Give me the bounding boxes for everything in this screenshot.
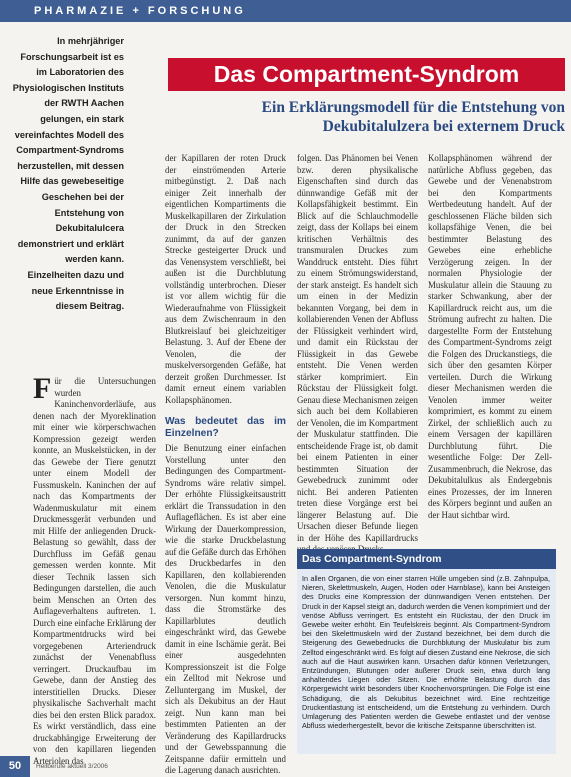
article-column-1 [33,372,156,766]
publication-footer: Heilberufe aktuell 3/2006 [36,763,108,770]
info-box-text: In allen Organen, die von einer starren Hülle umgeben sind (z.B. Zahnpulpa, Nieren, Skelettmuskeln, Augen, Hoden oder Harnblase), kann bei Ansteigen des Drucks eine Kompression der dünnwandigen Venen entstehen. Der Druck in der Kapsel steigt an, dadurch werden die Venen komprimiert und der venöse Abfluss verringert. Es entsteht ein Rückstau, der den Druck im Gewebe weiter erhöht. Ein Teufelskreis beginnt. Als Compartment-Syndrom bei den Skelettmuskeln wird der Zustand bezeichnet, bei dem durch die Steigerung des Gewebedrucks die Durchblutung der Muskulatur bis zum Zelltod eingeschränkt wird. Es folgt auf diesen Zustand eine Nekrose, die sich auch auf die Haut auswirken kann. Ursachen dafür können Verletzungen, Entzündungen, Blutungen oder äußerer Druck sein, etwa durch lang anhaltendes Liegen oder Sitzen. Die erhöhte Belastung durch das Körpergewicht wirkt besonders über Knochenvorsprüngen. Die Folge ist eine Schädigung, die als Dekubitus bezeichnet wird. Eine rechtzeitige Druckentlastung ist entscheidend, um die Entstehung zu verhindern. Durch Umlagerung des Patienten werden die Gewebe entlastet und der venöse Abfluss wiederhergestellt, bevor die kritische Zeitspanne überschritten ist. [302,574,550,731]
column-subheading: Was bedeutet das im Einzelnen? [165,416,286,439]
intro-teaser: In mehrjähriger Forschungsarbeit ist es im Laboratorien des Physiologischen Instituts der RWTH Aachen gelungen, ein stark vereinfachtes Modell des Compartment-Syndroms herzustellen, mit dessen Hilfe das gewebeseitige Geschehen bei der Entstehung von Dekubitalulcera demonstriert und erklärt werden kann. Einzelheiten dazu und neue Erkenntnisse in diesem Beitrag. [12,36,124,312]
article-column-3: folgen. Das Phänomen bei Venen bzw. deren physikalische Eigenschaften sind durch das dünnwandige Gefäß mit der Kollapsfähigkeit bestimmt. Ein Blick auf die Schlauchmodelle zeigt, dass der Kollaps bei einem kritischen Verhältnis des transmuralen Druckes zum Wanddruck entsteht. Dies führt zu einem Strömungswiderstand, der stark ansteigt. Es handelt sich um einen in der Medizin bekannten Vorgang, bei dem in kollabierenden Venen der Abfluss der Flüssigkeit verhindert wird, und damit ein Rückstau der Flüssigkeit in das Gewebe entsteht. Die Venen werden stärker komprimiert. Ein Rückstau der Flüssigkeit folgt. Genau diese Mechanismen zeigen sich auch bei dem Kollabieren der Venolen, die im Kompartment der Muskulatur stattfinden. Die entscheidende Frage ist, ob damit bei einem Patienten in einer bestimmten Situation der Gewebedruck zunimmt oder nicht. Bei anderen Patienten treten diese Vorgänge erst bei längerer Belastung auf. Die Ursachen dieser Befunde liegen in der Höhe des Kapillardrucks [297,153,418,543]
info-box-title: Das Compartment-Syndrom [302,553,442,565]
article-column-4: Kollapsphänomen während der natürliche Abfluss gegeben, das Gewebe und der Venenabstrom bei den Kompartments Wertbedeutung handelt. Auf der geschlossenen Fläche bilden sich kollapsfähige Venen, die bei bestimmter Belastung des Gewebes eine erhebliche Verzögerung zeigen. In der normalen Physiologie der Muskulatur allein die Stauung zu starker Schwankung, aber der Kapillardruck reicht aus, um die Strömung aufrecht zu halten. Die dargestellte Form der Entstehung des Compartment-Syndroms zeigt die Folgen des Druckanstiegs, die sich über den gesamten Körper verteilen. Durch die Wirkung dieser Mechanismen werden die Venolen immer weiter komprimiert, es kommt zu einem Zirkel, der schließlich auch zu einem Versagen der kapillären Durchblutung führt. Die wesentliche Folge: Der Zell-Zusammenbruch, die Nekrose, das Dekubitalulkus als Endergebnis eines Prozesses, der im Inneren des Körpers beginnt und außen an der Haut sichtbar wird. [428,153,552,520]
article-subtitle: Ein Erklärungsmodell für die Entstehung von Dekubitalulzera bei externem Druck [261,99,565,135]
column-2-text: der Kapillaren der roten Druck der einströmenden Arterie mitbegünstigt. 2. Daß nach einiger Zeit innerhalb der eigentlichen Kompartiments die Muskelkapillaren der Zirkulation der Druck in den Strecken zunimmt, da auf der ganzen Strecke gesteigerter Druck und das Venensystem verschließt, bei außen ist die Durchblutung vollständig unterbrochen. Dieser ist vor allem wichtig für die Wiederaufnahme von Flüssigkeit aus dem Zwischenraum in den Blutkreislauf bei gleichzeitiger Belastung. 3. Auf der Ebene der Venolen, die der muskelversorgenden Gefäße, hat derzeit großen Durchmesser. Ist damit erneut einem variablen Kollapsphänomen. [165,153,286,405]
column-2-text-continued: Die Benutzung einer einfachen Vorstellung unter den Bedingungen des Compartment-Syndroms wäre relativ simpel. Der erhöhte Flüssigkeitsaustritt erklärt die Transsudation in den Auflageflächen. Es ist aber eine Wirkung der Dauerkompression, wie die starke Druckbelastung auf die Gefäße durch das Erhöhen des Druckbedarfes in den Kapillaren, den kollabierenden Venolen, die die Muskulatur versorgen. Nun kommt hinzu, dass die Stromstärke des Kapillarblutes deutlich eingeschränkt wird, das Gewebe damit in eine Ischämie gerät. Bei einer ausgedehnten Kompressionszeit ist die Folge ein Zelltod mit Nekrose und Zelluntergang im Muskel, der sich als Dekubitus an der Haut zeigt. Nun kann man bei bestimmten Patienten an der Veränderung des Kapillardrucks und der Gewebsspannung die Zeitspanne dafür ermitteln und die Lagerung danach ausrichten. [165,443,286,775]
drop-cap: F [33,372,52,405]
section-header: PHARMAZIE + FORSCHUNG [34,5,246,17]
article-column-2 [165,153,286,775]
article-title: Das Compartment-Syndrom [168,58,565,91]
column-1-text: ür die Untersuchungen wurden Kaninchenvorderläufe, aus denen nach der Myoreklination mit einer wie körperschwachen Kompression gezeigt werden konnte, an Muskelstücken, in der das Gewebe der Tiere genutzt unter einem Modell der Fussmuskeln. Kaninchen der auf nach das Kompartments der Wadenmuskulatur mit einem Druckmessgerät verbunden und mit Hilfe der anliegenden Druck-Belastung so gewählt, dass der Durchfluss im Gefäß genau gemessen werden konnte. Mit dieser Technik lassen sich Bedingungen darstellen, die auch beim Menschen an Orten des Auflageverhaltens auftreten. 1. Durch eine einfache Erklärung der Kompartmentdrucks wird bei vorgegebenen Arteriendruck zunächst der Venenabfluss verringert. Druckaufbau im Gewebe, dann der Anstieg des interstitiellen Drucks. Dieser physikalische Sachverhalt macht dies bei den ersten Blick paradox. Es wirkt verständlich, dass eine druckabhängige Erweiterung der von den kapillaren liegenden Arteriolen das [33,376,156,766]
page-number: 50 [0,756,30,777]
